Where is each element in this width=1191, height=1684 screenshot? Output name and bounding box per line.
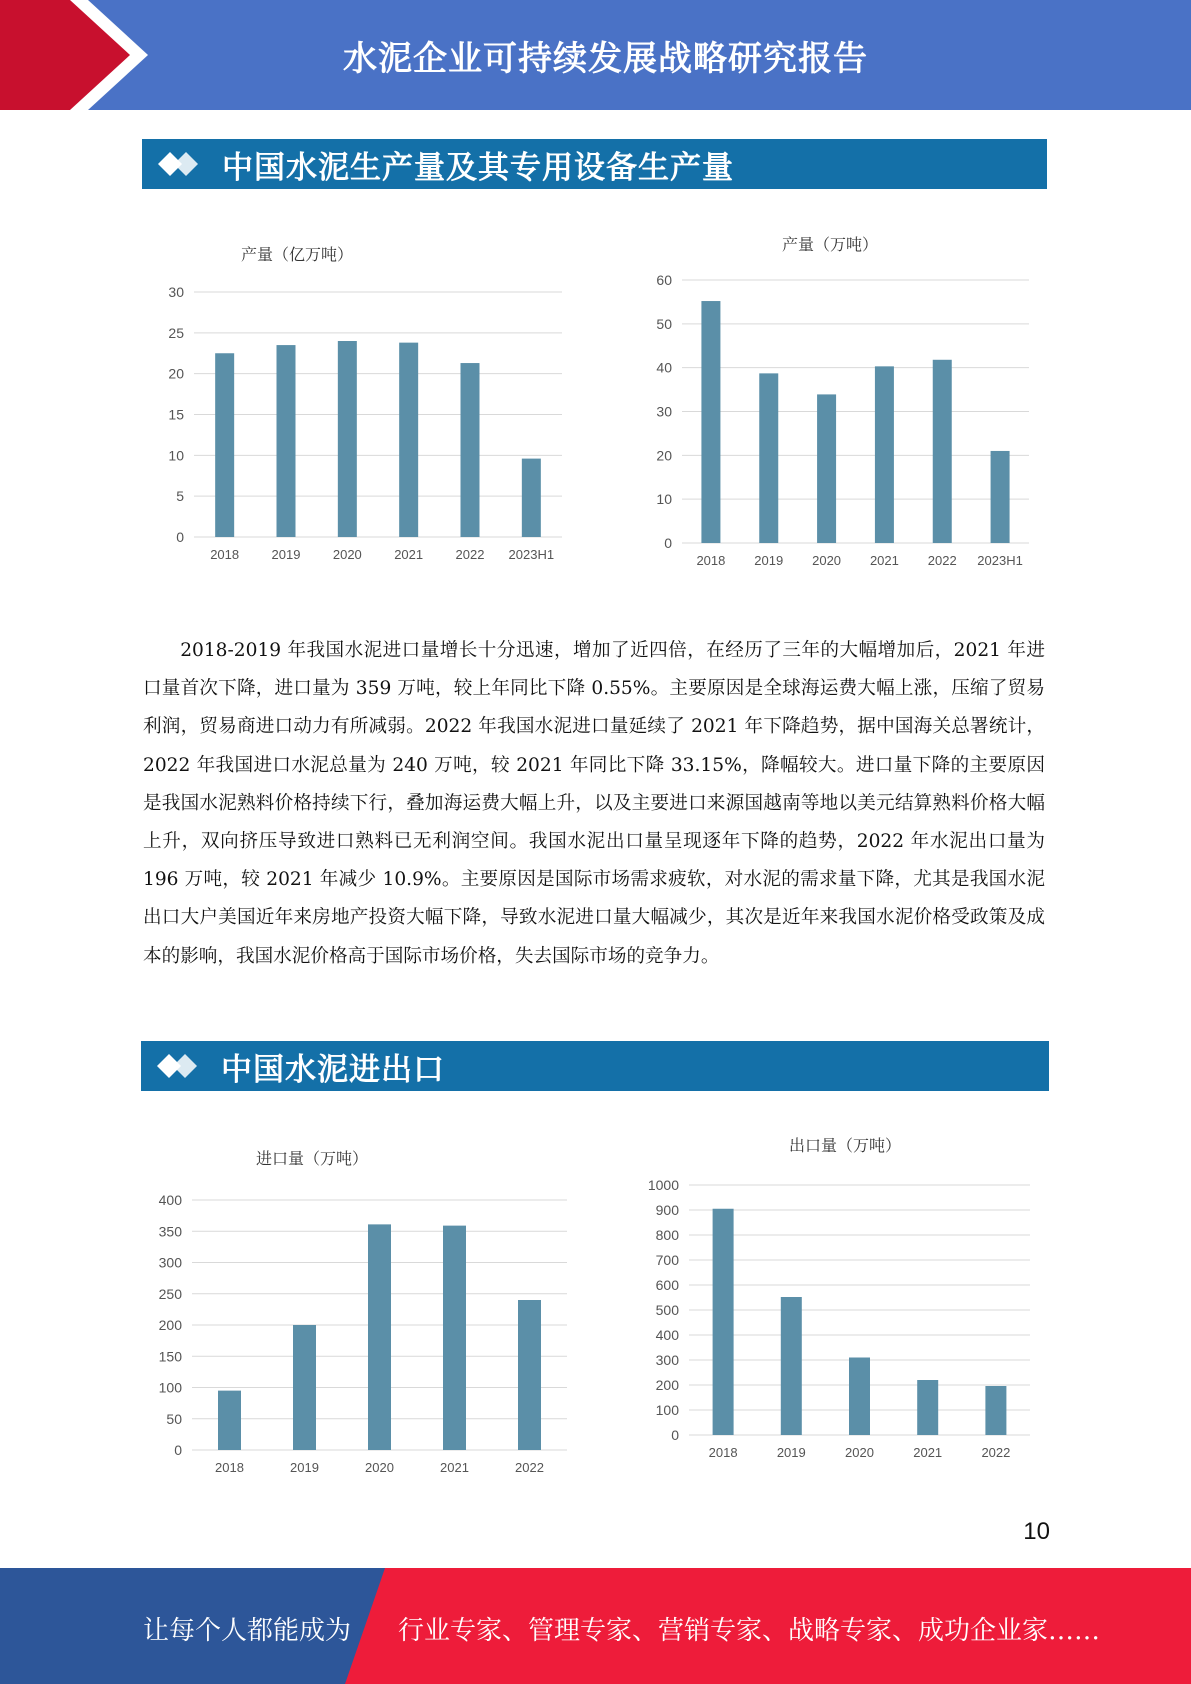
bar-2019	[293, 1325, 316, 1450]
chart-cement-production-svg	[142, 200, 582, 585]
y-tick-label: 1000	[647, 1177, 679, 1193]
chart-export	[645, 1105, 1050, 1505]
y-tick-label: 10	[656, 491, 672, 508]
y-tick-label: 900	[655, 1202, 679, 1218]
chart-cement-production	[142, 200, 582, 585]
bar-2021	[917, 1380, 938, 1435]
bar-2020	[338, 341, 357, 537]
x-tick-label: 2018	[708, 1445, 738, 1460]
x-tick-label: 2019	[754, 553, 784, 568]
chart-title: 出口量（万吨）	[788, 1136, 902, 1155]
section-title: 中国水泥生产量及其专用设备生产量	[222, 149, 734, 186]
x-tick-label: 2023H1	[508, 547, 555, 562]
y-tick-label: 100	[158, 1379, 182, 1396]
header-band	[0, 0, 1191, 110]
bar-2021	[875, 366, 894, 543]
y-tick-label: 600	[655, 1277, 679, 1293]
section-banner-production	[142, 139, 1047, 189]
x-tick-label: 2022	[515, 1460, 544, 1475]
footer-slogan-right: 行业专家、管理专家、营销专家、战略专家、成功企业家……	[398, 1616, 1101, 1646]
double-diamond-icon	[156, 149, 202, 179]
y-tick-label: 100	[655, 1402, 679, 1418]
bar-2018	[713, 1209, 734, 1435]
y-tick-label: 0	[176, 529, 184, 545]
bar-2022	[985, 1386, 1006, 1435]
bar-2022	[933, 360, 952, 543]
x-tick-label: 2021	[440, 1460, 469, 1475]
page-number: 10	[1023, 1518, 1050, 1545]
y-tick-label: 50	[166, 1410, 182, 1427]
x-tick-label: 2022	[927, 553, 957, 568]
bar-2020	[849, 1358, 870, 1436]
bar-2020	[817, 394, 836, 543]
chart-title: 产量（万吨）	[781, 235, 879, 254]
y-tick-label: 60	[656, 272, 672, 288]
y-tick-label: 40	[656, 359, 672, 376]
y-tick-label: 50	[656, 315, 672, 332]
y-tick-label: 400	[655, 1327, 679, 1343]
x-tick-label: 2022	[455, 547, 485, 562]
chart-import	[142, 1110, 592, 1505]
y-tick-label: 15	[168, 406, 184, 423]
y-tick-label: 150	[158, 1348, 182, 1365]
bar-2023H1	[522, 459, 541, 537]
y-tick-label: 800	[655, 1227, 679, 1243]
bar-2018	[215, 353, 234, 537]
body-paragraph: 2018-2019 年我国水泥进口量增长十分迅速，增加了近四倍，在经历了三年的大幅增加后，2021 年进口量首次下降，进口量为 359 万吨，较上年同比下降 0.55%。主要原因是全球海运费大幅上涨，压缩了贸易利润，贸易商进口动力有所减弱。2022 年我国水泥进口量延续了 2021 年下降趋势，据中国海关总署统计，2022 年我国进口水泥总量为 240 万吨，较 2021 年同比下降 33.15%，降幅较大。进口量下降的主要原因是我国水泥熟料价格持续下行，叠加海运费大幅上升，以及主要进口来源国越南等地以美元结算熟料价格大幅上升，双向挤压导致进口熟料已无利润空间。我国水泥出口量呈现逐年下降的趋势，2022 年水泥出口量为 196 万吨，较 2021 年减少 10.9%。主要原因是国际市场需求疲软，对水泥的需求量下降，尤其是我国水泥出口大户美国近年来房地产投资大幅下降，导致水泥进口量大幅减少，其次是近年来我国水泥价格受政策及成本的影响，我国水泥价格高于国际市场价格，失去国际市场的竞争力。	[143, 640, 1045, 967]
y-tick-label: 500	[655, 1302, 679, 1318]
x-tick-label: 2019	[776, 1445, 806, 1460]
y-tick-label: 30	[168, 284, 184, 300]
x-tick-label: 2021	[394, 547, 424, 562]
chart-import-svg	[142, 1110, 592, 1505]
y-tick-label: 350	[158, 1223, 182, 1240]
y-tick-label: 10	[168, 447, 184, 464]
bar-2019	[277, 345, 296, 537]
chart-equipment-production-svg	[640, 200, 1047, 585]
section-banner-trade	[141, 1041, 1049, 1091]
chart-title: 产量（亿万吨）	[240, 245, 354, 264]
chart-export-svg	[645, 1105, 1050, 1505]
y-tick-label: 400	[158, 1192, 182, 1208]
x-tick-label: 2020	[365, 1460, 394, 1475]
x-tick-label: 2020	[332, 547, 362, 562]
x-tick-label: 2020	[845, 1445, 874, 1460]
y-tick-label: 25	[168, 324, 184, 341]
x-tick-label: 2019	[271, 547, 301, 562]
y-tick-label: 0	[174, 1442, 182, 1458]
footer-slogan-left: 让每个人都能成为	[143, 1616, 352, 1646]
bar-2018	[701, 301, 720, 543]
bar-2019	[781, 1297, 802, 1435]
x-tick-label: 2021	[869, 553, 899, 568]
x-tick-label: 2018	[210, 547, 240, 562]
bar-2023H1	[991, 451, 1010, 543]
y-tick-label: 200	[158, 1317, 182, 1333]
bar-2022	[461, 363, 480, 537]
y-tick-label: 0	[671, 1427, 679, 1443]
x-tick-label: 2019	[290, 1460, 319, 1475]
y-tick-label: 5	[176, 488, 184, 505]
bar-2022	[518, 1300, 541, 1450]
x-tick-label: 2021	[913, 1445, 943, 1460]
x-tick-label: 2018	[215, 1460, 244, 1475]
y-tick-label: 200	[655, 1377, 679, 1393]
report-title: 水泥企业可持续发展战略研究报告	[343, 38, 868, 79]
x-tick-label: 2018	[696, 553, 726, 568]
x-tick-label: 2023H1	[977, 553, 1023, 568]
bar-2021	[443, 1226, 466, 1450]
y-tick-label: 0	[664, 535, 672, 551]
y-tick-label: 30	[656, 403, 672, 420]
y-tick-label: 20	[168, 365, 184, 382]
chart-title: 进口量（万吨）	[255, 1149, 369, 1168]
chart-equipment-production	[640, 200, 1047, 585]
bar-2019	[759, 373, 778, 543]
double-diamond-icon	[155, 1051, 201, 1081]
y-tick-label: 300	[655, 1352, 679, 1368]
bar-2020	[368, 1224, 391, 1450]
y-tick-label: 250	[158, 1285, 182, 1302]
bar-2021	[399, 343, 418, 537]
section-title: 中国水泥进出口	[221, 1051, 445, 1088]
y-tick-label: 300	[158, 1254, 182, 1271]
y-tick-label: 700	[655, 1252, 679, 1268]
x-tick-label: 2022	[981, 1445, 1011, 1460]
x-tick-label: 2020	[812, 553, 842, 568]
bar-2018	[218, 1391, 241, 1450]
y-tick-label: 20	[656, 447, 672, 464]
